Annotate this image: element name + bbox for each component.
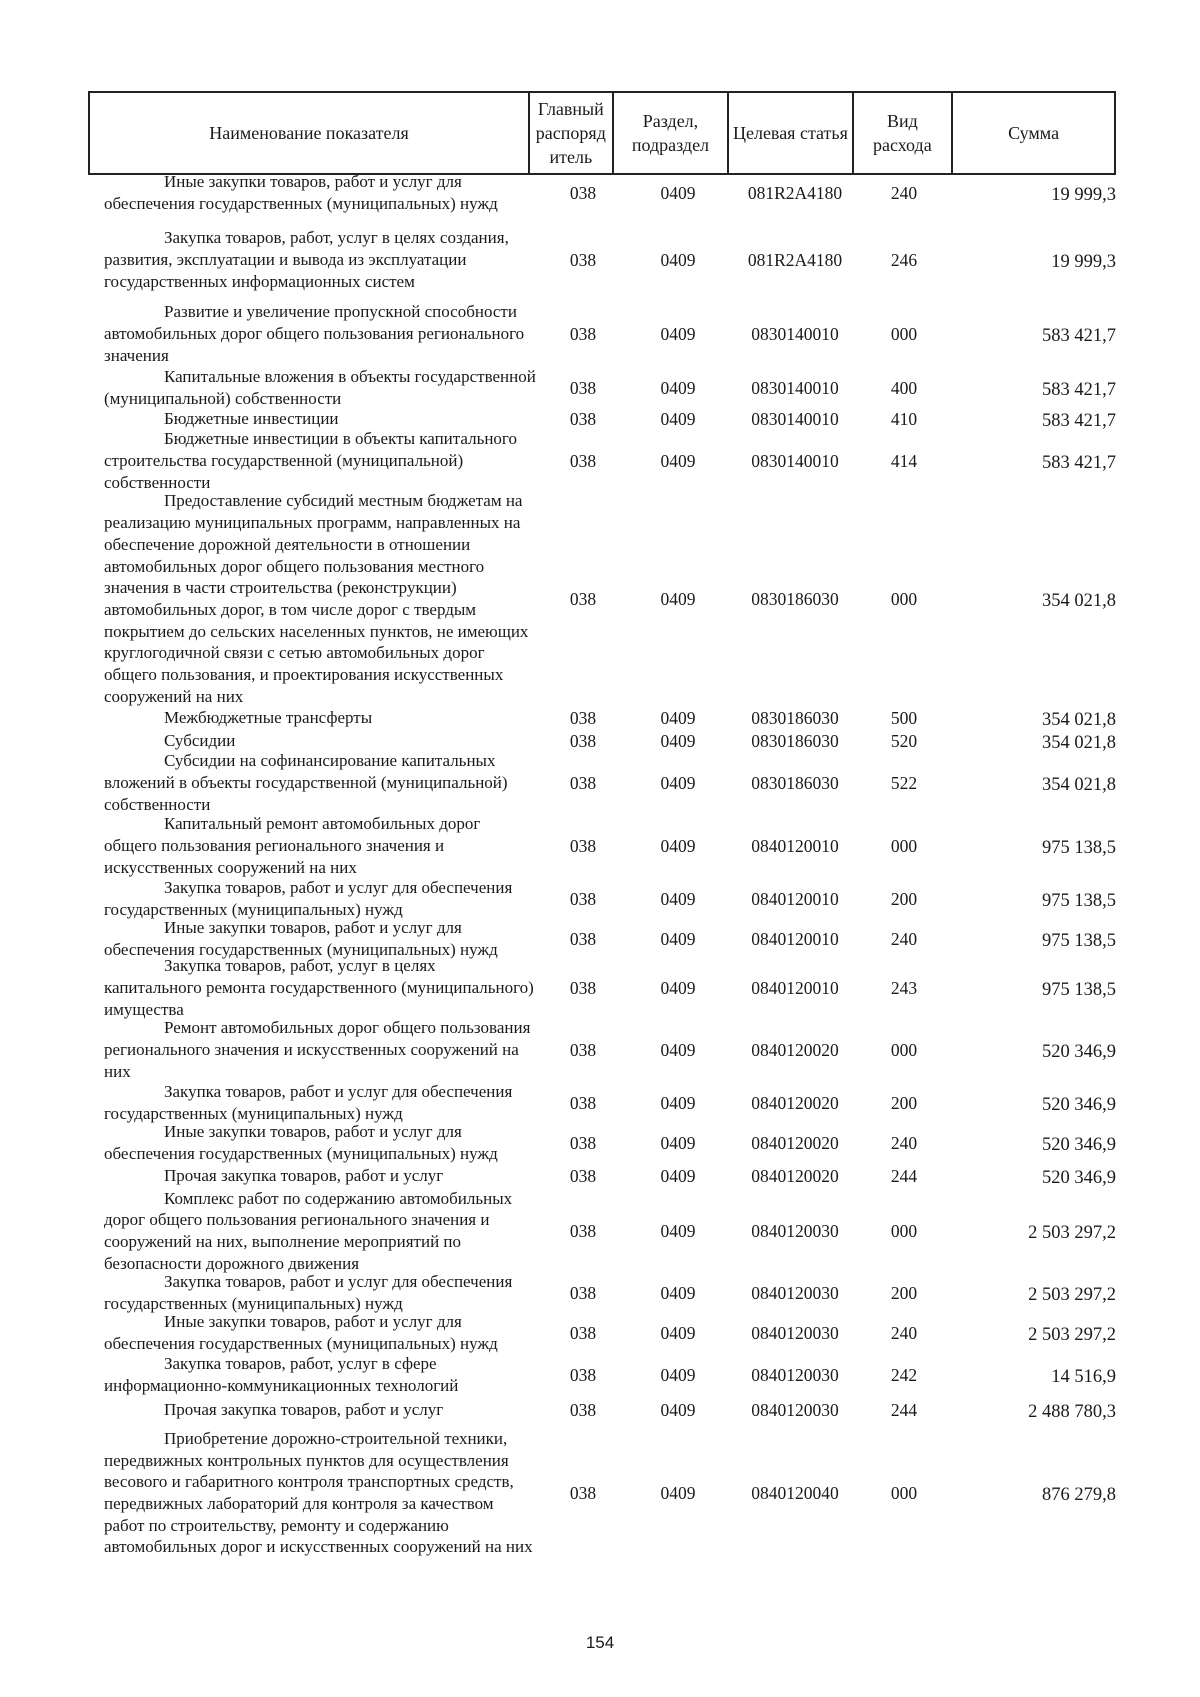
cell-target-article: 0830140010: [751, 377, 839, 398]
cell-name: Межбюджетные трансферты: [164, 708, 373, 728]
cell-expense-type: 246: [890, 249, 918, 270]
cell-sum: 975 138,5: [1042, 930, 1116, 951]
table-row: [88, 1017, 1128, 1083]
cell-target-article: 0830140010: [751, 450, 839, 471]
cell-sum: 975 138,5: [1042, 890, 1116, 911]
cell-sum: 520 346,9: [1042, 1041, 1116, 1062]
cell-name: Развитие и увеличение пропускной способности автомобильных дорог общего пользования регионального значения: [104, 302, 525, 365]
cell-name: Ремонт автомобильных дорог общего пользования регионального значения и искусственных сооружений на них: [104, 1018, 531, 1081]
table-row: [88, 299, 1128, 369]
cell-name: Иные закупки товаров, работ и услуг для обеспечения государственных (муниципальных) нужд: [104, 172, 498, 213]
cell-sum: 14 516,9: [1051, 1366, 1116, 1387]
cell-name: Иные закупки товаров, работ и услуг для обеспечения государственных (муниципальных) нужд: [104, 918, 498, 959]
cell-expense-type: 240: [890, 928, 918, 949]
cell-chief-manager: 038: [569, 1282, 597, 1303]
cell-target-article: 0830186030: [751, 772, 839, 793]
cell-expense-type: 240: [890, 182, 918, 203]
cell-sum: 354 021,8: [1042, 774, 1116, 795]
cell-name: Закупка товаров, работ и услуг для обеспечения государственных (муниципальных) нужд: [104, 1272, 513, 1313]
table-row: [88, 879, 1128, 919]
cell-chief-manager: 038: [569, 588, 597, 609]
cell-section: 0409: [660, 323, 696, 344]
cell-section: 0409: [660, 928, 696, 949]
cell-expense-type: 244: [890, 1399, 918, 1420]
cell-target-article: 0840120030: [751, 1322, 839, 1343]
cell-name: Прочая закупка товаров, работ и услуг: [164, 1166, 444, 1186]
table-row: [88, 956, 1128, 1019]
table-row: [88, 221, 1128, 299]
cell-expense-type: 200: [890, 888, 918, 909]
cell-name: Закупка товаров, работ, услуг в сфере информационно-коммуникационных технологий: [104, 1354, 459, 1395]
cell-chief-manager: 038: [569, 182, 597, 203]
cell-section: 0409: [660, 1220, 696, 1241]
cell-name: Предоставление субсидий местным бюджетам на реализацию муниципальных программ, направленных на обеспечение дорожной деятельности в отношении автомобильных дорог общего пользования местного значения в части строительства (реконструкции) автомобильных дорог, в том числе дорог с твердым покрытием до сельских населенных пунктов, не имеющих круглогодичной связи с сетью автомобильных дорог общего пользования, и проектирования искусственных сооружений на них: [104, 491, 529, 706]
cell-name: Приобретение дорожно-строительной техники, передвижных контрольных пунктов для осуществления весового и габаритного контроля транспортных средств, передвижных лабораторий для контроля за качеством работ по строительству, ремонту и содержанию автомобильных дорог и искусственных сооружений на них: [104, 1428, 533, 1557]
cell-section: 0409: [660, 377, 696, 398]
cell-sum: 876 279,8: [1042, 1484, 1116, 1505]
cell-chief-manager: 038: [569, 249, 597, 270]
cell-expense-type: 200: [890, 1092, 918, 1113]
table-row: [88, 431, 1128, 491]
table-row: [88, 753, 1128, 813]
table-row: [88, 491, 1128, 707]
cell-section: 0409: [660, 408, 696, 429]
cell-target-article: 081R2A4180: [747, 249, 843, 270]
header-expense-type: Вид расхода: [853, 92, 953, 174]
cell-section: 0409: [660, 1282, 696, 1303]
cell-target-article: 0840120030: [751, 1220, 839, 1241]
cell-target-article: 0840120020: [751, 1132, 839, 1153]
cell-target-article: 0840120030: [751, 1399, 839, 1420]
cell-chief-manager: 038: [569, 1220, 597, 1241]
cell-chief-manager: 038: [569, 1039, 597, 1060]
cell-target-article: 0830140010: [751, 323, 839, 344]
table-row: [88, 1189, 1128, 1273]
cell-target-article: 0840120010: [751, 888, 839, 909]
cell-target-article: 0840120040: [751, 1482, 839, 1503]
cell-chief-manager: 038: [569, 1399, 597, 1420]
cell-expense-type: 410: [890, 408, 918, 429]
table-header: [88, 91, 1116, 175]
cell-chief-manager: 038: [569, 1482, 597, 1503]
cell-name: Капитальные вложения в объекты государственной (муниципальной) собственности: [104, 367, 536, 408]
cell-sum: 520 346,9: [1042, 1134, 1116, 1155]
cell-section: 0409: [660, 588, 696, 609]
table-row: [88, 919, 1128, 959]
cell-name: Иные закупки товаров, работ и услуг для обеспечения государственных (муниципальных) нужд: [104, 1312, 498, 1353]
cell-section: 0409: [660, 1364, 696, 1385]
cell-name: Иные закупки товаров, работ и услуг для обеспечения государственных (муниципальных) нужд: [104, 1122, 498, 1163]
cell-section: 0409: [660, 977, 696, 998]
page-number: 154: [585, 1633, 615, 1652]
cell-expense-type: 000: [890, 588, 918, 609]
cell-expense-type: 520: [890, 730, 918, 751]
cell-section: 0409: [660, 249, 696, 270]
cell-chief-manager: 038: [569, 1322, 597, 1343]
header-chief-manager: Главный распоряд итель: [529, 92, 612, 174]
cell-chief-manager: 038: [569, 888, 597, 909]
cell-chief-manager: 038: [569, 977, 597, 998]
cell-sum: 2 503 297,2: [1028, 1222, 1116, 1243]
cell-section: 0409: [660, 1132, 696, 1153]
cell-target-article: 0830140010: [751, 408, 839, 429]
cell-name: Капитальный ремонт автомобильных дорог общего пользования регионального значения и искусственных сооружений на них: [104, 814, 481, 877]
cell-target-article: 0840120030: [751, 1364, 839, 1385]
cell-chief-manager: 038: [569, 1092, 597, 1113]
header-section: Раздел, подраздел: [613, 92, 729, 174]
cell-target-article: 081R2A4180: [747, 182, 843, 203]
cell-target-article: 0830186030: [751, 730, 839, 751]
cell-expense-type: 243: [890, 977, 918, 998]
cell-name: Закупка товаров, работ, услуг в целях капитального ремонта государственного (муниципального) имущества: [104, 956, 534, 1019]
cell-sum: 2 488 780,3: [1028, 1401, 1116, 1422]
cell-section: 0409: [660, 1039, 696, 1060]
cell-section: 0409: [660, 1092, 696, 1113]
cell-expense-type: 244: [890, 1165, 918, 1186]
cell-section: 0409: [660, 835, 696, 856]
cell-name: Бюджетные инвестиции в объекты капитального строительства государственной (муниципальной) собственности: [104, 429, 517, 492]
cell-expense-type: 240: [890, 1322, 918, 1343]
cell-section: 0409: [660, 1482, 696, 1503]
cell-sum: 2 503 297,2: [1028, 1324, 1116, 1345]
header-sum: Сумма: [952, 92, 1115, 174]
cell-sum: 354 021,8: [1042, 732, 1116, 753]
cell-sum: 583 421,7: [1042, 452, 1116, 473]
cell-expense-type: 400: [890, 377, 918, 398]
cell-sum: 583 421,7: [1042, 379, 1116, 400]
header-target-article: Целевая статья: [728, 92, 852, 174]
cell-name: Закупка товаров, работ и услуг для обеспечения государственных (муниципальных) нужд: [104, 1082, 513, 1123]
cell-section: 0409: [660, 888, 696, 909]
cell-name: Прочая закупка товаров, работ и услуг: [164, 1400, 444, 1420]
cell-section: 0409: [660, 730, 696, 751]
cell-target-article: 0830186030: [751, 707, 839, 728]
cell-expense-type: 200: [890, 1282, 918, 1303]
cell-chief-manager: 038: [569, 408, 597, 429]
cell-chief-manager: 038: [569, 707, 597, 728]
table-row: [88, 707, 1128, 729]
cell-sum: 354 021,8: [1042, 709, 1116, 730]
cell-name: Закупка товаров, работ и услуг для обеспечения государственных (муниципальных) нужд: [104, 878, 513, 919]
cell-expense-type: 240: [890, 1132, 918, 1153]
cell-target-article: 0840120020: [751, 1165, 839, 1186]
table-body: [88, 173, 1128, 1555]
table-row: [88, 1163, 1128, 1189]
cell-sum: 975 138,5: [1042, 837, 1116, 858]
cell-sum: 2 503 297,2: [1028, 1284, 1116, 1305]
cell-name: Бюджетные инвестиции: [164, 409, 339, 429]
cell-section: 0409: [660, 1165, 696, 1186]
cell-chief-manager: 038: [569, 1132, 597, 1153]
table-row: [88, 813, 1128, 879]
cell-section: 0409: [660, 1399, 696, 1420]
cell-target-article: 0840120010: [751, 928, 839, 949]
cell-section: 0409: [660, 450, 696, 471]
table-row: [88, 1313, 1128, 1353]
cell-chief-manager: 038: [569, 928, 597, 949]
cell-expense-type: 000: [890, 1039, 918, 1060]
cell-sum: 583 421,7: [1042, 410, 1116, 431]
cell-sum: 354 021,8: [1042, 590, 1116, 611]
cell-sum: 520 346,9: [1042, 1167, 1116, 1188]
cell-target-article: 0840120030: [751, 1282, 839, 1303]
cell-section: 0409: [660, 707, 696, 728]
table-row: [88, 1428, 1128, 1557]
cell-sum: 975 138,5: [1042, 979, 1116, 1000]
cell-name: Субсидии на софинансирование капитальных вложений в объекты государственной (муниципальной) собственности: [104, 751, 508, 814]
table-row: [88, 369, 1128, 407]
table-row: [88, 1123, 1128, 1163]
cell-name: Субсидии: [164, 731, 236, 751]
cell-expense-type: 242: [890, 1364, 918, 1385]
cell-sum: 19 999,3: [1051, 184, 1116, 205]
cell-section: 0409: [660, 1322, 696, 1343]
cell-expense-type: 000: [890, 323, 918, 344]
table-row: [88, 1273, 1128, 1313]
table-row: [88, 1083, 1128, 1123]
cell-chief-manager: 038: [569, 835, 597, 856]
cell-chief-manager: 038: [569, 730, 597, 751]
cell-sum: 520 346,9: [1042, 1094, 1116, 1115]
cell-chief-manager: 038: [569, 377, 597, 398]
cell-chief-manager: 038: [569, 450, 597, 471]
cell-chief-manager: 038: [569, 1364, 597, 1385]
cell-expense-type: 522: [890, 772, 918, 793]
cell-target-article: 0840120020: [751, 1039, 839, 1060]
cell-name: Комплекс работ по содержанию автомобильных дорог общего пользования регионального значения и сооружений на них, выполнение мероприятий по безопасности дорожного движения: [104, 1188, 513, 1273]
cell-target-article: 0840120010: [751, 835, 839, 856]
cell-expense-type: 000: [890, 1220, 918, 1241]
cell-section: 0409: [660, 182, 696, 203]
table-row: [88, 1397, 1128, 1423]
table-row: [88, 1353, 1128, 1397]
cell-section: 0409: [660, 772, 696, 793]
cell-expense-type: 000: [890, 1482, 918, 1503]
table-row: [88, 729, 1128, 753]
cell-chief-manager: 038: [569, 1165, 597, 1186]
cell-sum: 19 999,3: [1051, 251, 1116, 272]
cell-chief-manager: 038: [569, 772, 597, 793]
table-row: [88, 407, 1128, 431]
cell-target-article: 0830186030: [751, 588, 839, 609]
table-row: [88, 173, 1128, 213]
cell-target-article: 0840120020: [751, 1092, 839, 1113]
cell-sum: 583 421,7: [1042, 325, 1116, 346]
cell-name: Закупка товаров, работ, услуг в целях создания, развития, эксплуатации и вывода из эксплуатации государственных информационных систем: [104, 228, 509, 291]
cell-expense-type: 414: [890, 450, 918, 471]
cell-chief-manager: 038: [569, 323, 597, 344]
cell-expense-type: 500: [890, 707, 918, 728]
header-name: Наименование показателя: [89, 92, 529, 174]
cell-target-article: 0840120010: [751, 977, 839, 998]
cell-expense-type: 000: [890, 835, 918, 856]
